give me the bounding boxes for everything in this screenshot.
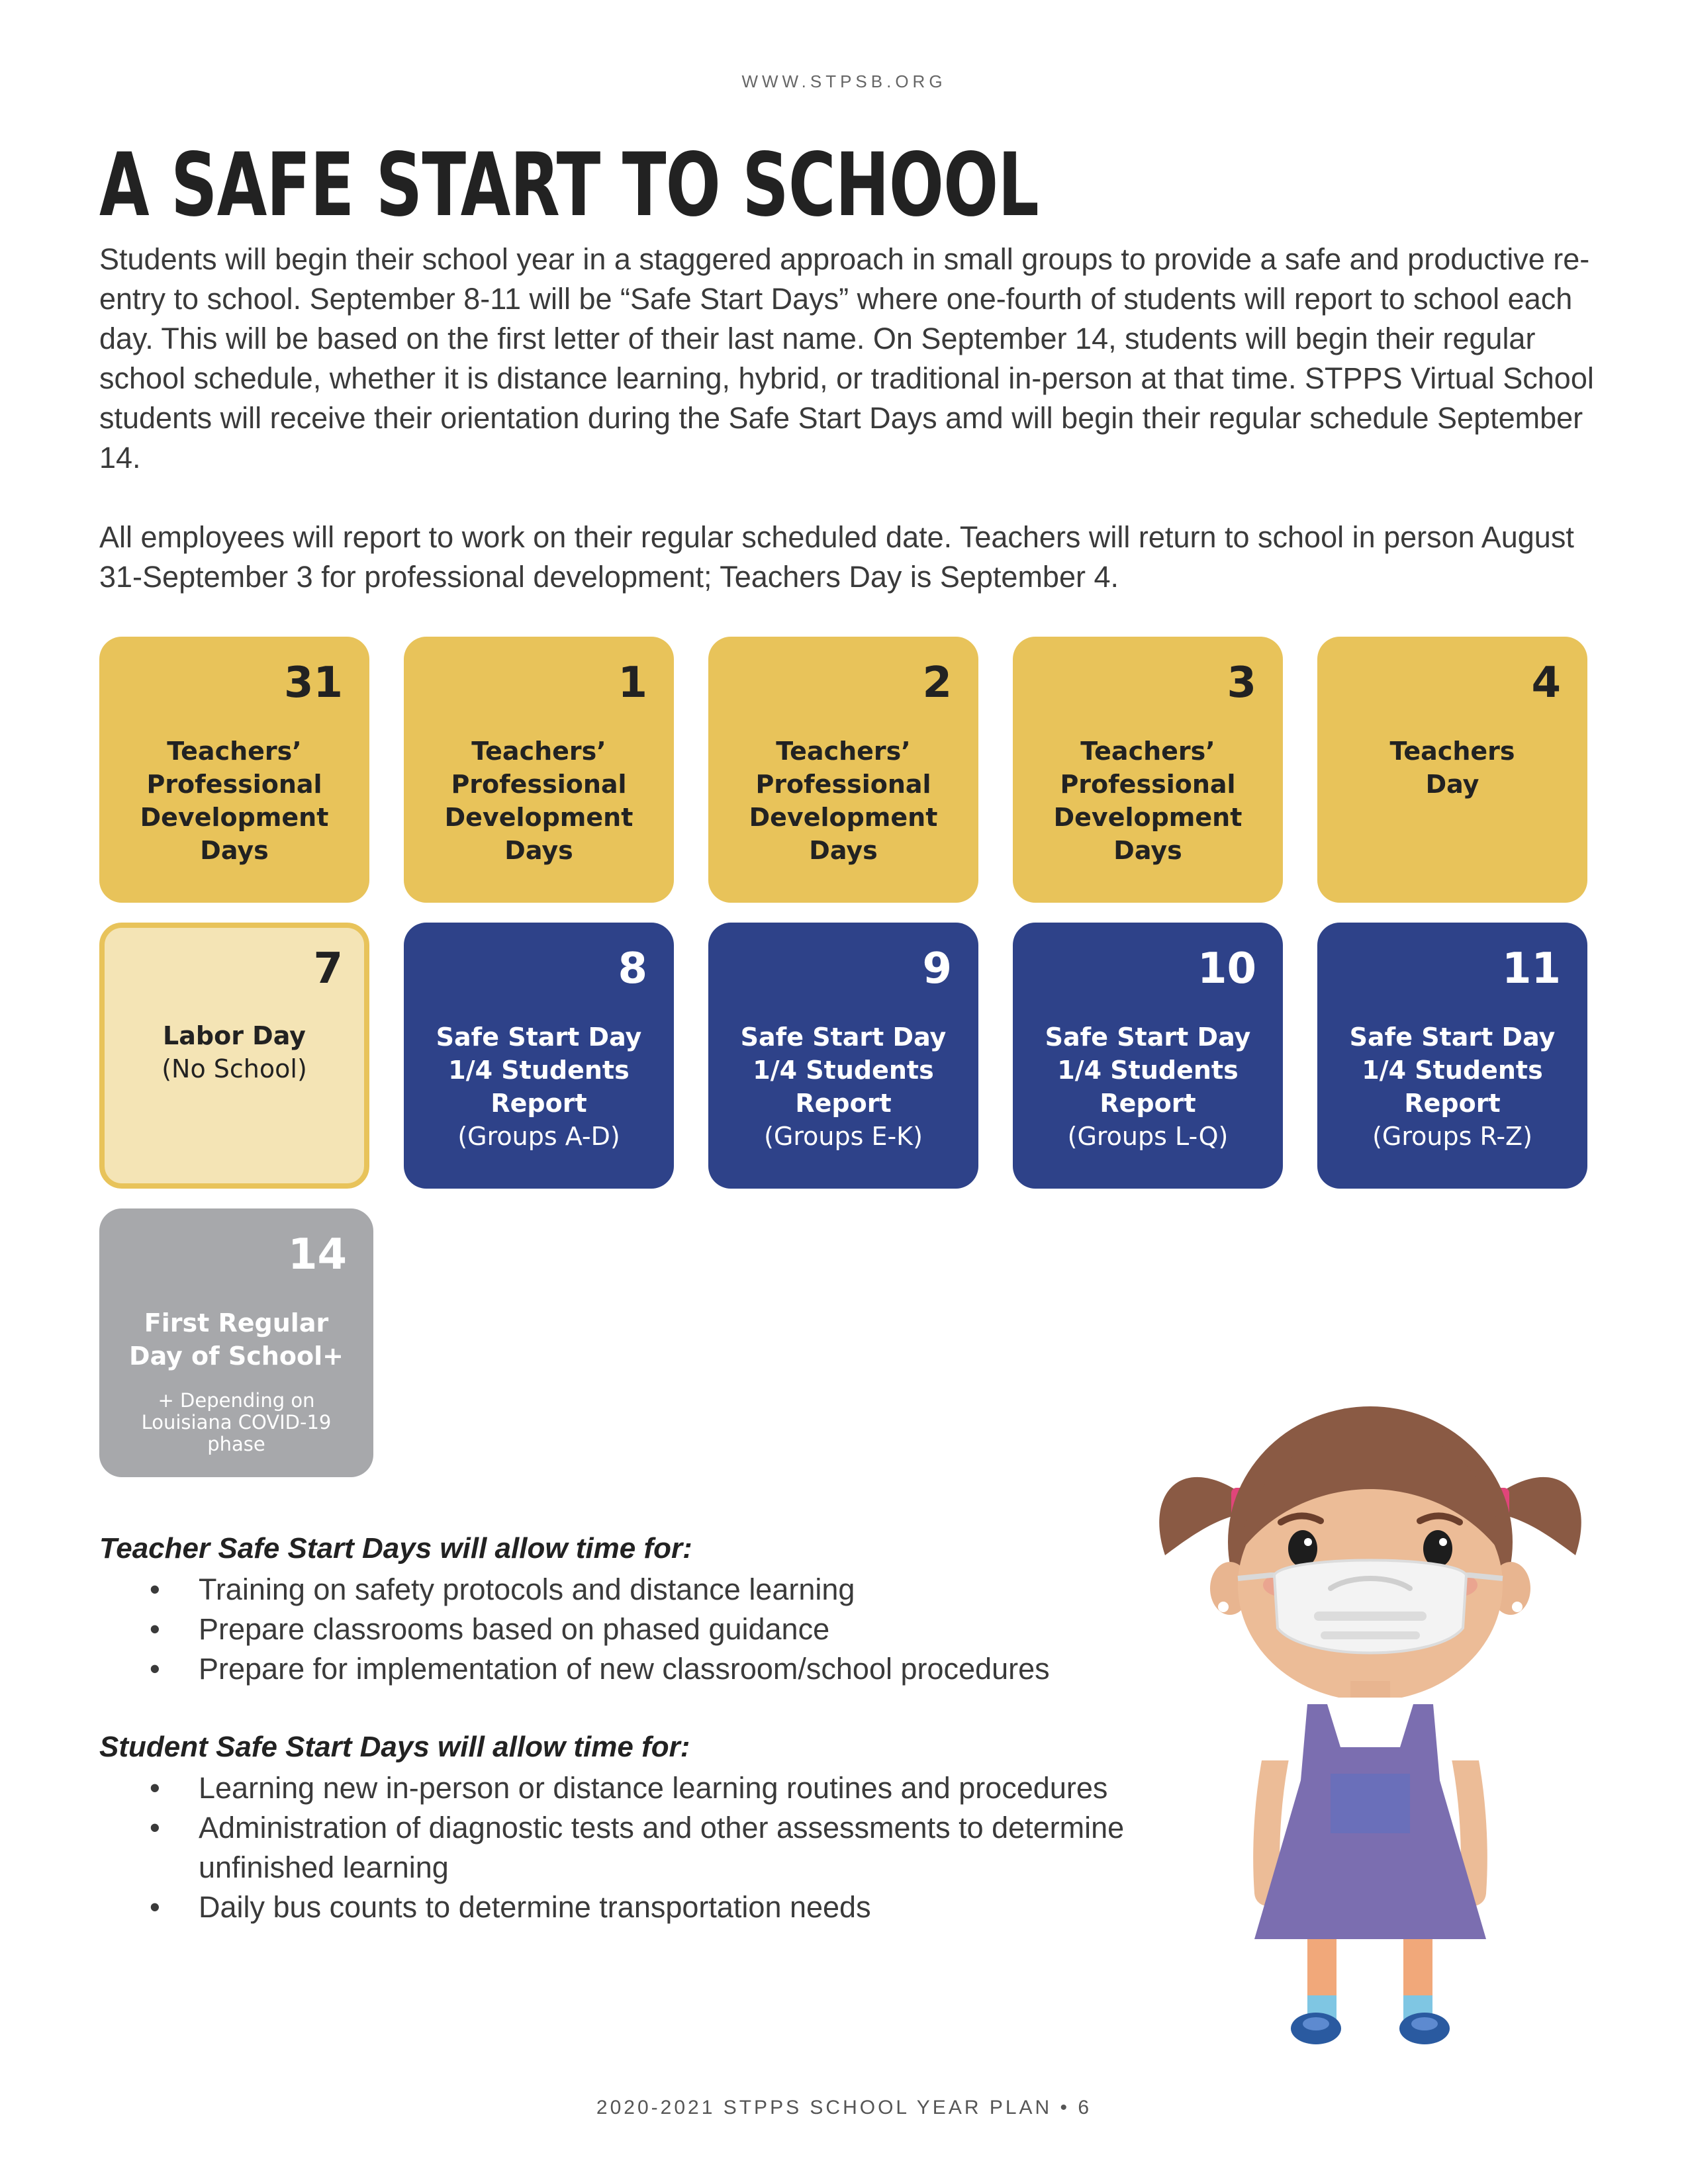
intro-paragraph-2: All employees will report to work on their regular scheduled date. Teachers will return to school in person August 31-September 3 for professional development; Teachers Day is September 4. <box>99 520 1574 594</box>
day-subtitle: (Groups E-K) <box>764 1122 923 1151</box>
list-item <box>99 1610 1158 1649</box>
bullet-icon: • <box>150 1652 160 1686</box>
calendar-day-11 <box>1317 923 1587 1189</box>
calendar-day-4 <box>1317 637 1587 903</box>
day-number: 2 <box>922 659 952 707</box>
day-title: Safe Start Day <box>1045 1023 1251 1052</box>
day-title: Safe Start Day <box>740 1023 947 1052</box>
teacher-section-heading: Teacher Safe Start Days will allow time for: <box>99 1532 692 1565</box>
calendar-day-9 <box>708 923 978 1189</box>
day-title: Safe Start Day <box>1349 1023 1556 1052</box>
day-note: + Depending on Louisiana COVID-19 phase <box>141 1389 332 1455</box>
calendar-day-1 <box>404 637 674 903</box>
day-subtitle: (No School) <box>162 1054 307 1083</box>
day-detail: 1/4 Students Report <box>753 1056 934 1118</box>
list-item <box>99 1808 1185 1888</box>
day-title: First Regular Day of School+ <box>129 1308 344 1371</box>
list-item-text: Prepare for implementation of new classroom/school procedures <box>199 1652 1050 1686</box>
day-title: Teachers’ Professional Development Days <box>749 737 938 865</box>
list-item-text: Training on safety protocols and distance learning <box>199 1572 855 1606</box>
day-detail: 1/4 Students Report <box>1057 1056 1239 1118</box>
day-subtitle: (Groups L-Q) <box>1067 1122 1229 1151</box>
list-item <box>99 1888 1185 1927</box>
day-detail: 1/4 Students Report <box>1362 1056 1543 1118</box>
calendar-day-3 <box>1013 637 1283 903</box>
day-title: Labor Day <box>163 1021 306 1050</box>
day-number: 3 <box>1227 659 1256 707</box>
day-detail: 1/4 Students Report <box>448 1056 630 1118</box>
day-number: 11 <box>1501 944 1561 993</box>
intro-paragraph-1: Students will begin their school year in a staggered approach in small groups to provide a safe and productive re-entry to school. September 8-11 will be “Safe Start Days” where one-fourth of students will report to school each day. This will be based on the first letter of their last name. On September 14, students will begin their regular school schedule, whether it is distance learning, hybrid, or traditional in-person at that time. STPPS Virtual School students will receive their orientation during the Safe Start Days amd will begin their regular schedule September 14. <box>99 242 1594 475</box>
bullet-icon: • <box>150 1811 160 1844</box>
student-bullet-list <box>99 1768 1185 1927</box>
day-number: 8 <box>618 944 647 993</box>
list-item-text: Learning new in-person or distance learning routines and procedures <box>199 1771 1108 1805</box>
day-title: Teachers’ Professional Development Days <box>140 737 329 865</box>
bullet-icon: • <box>150 1572 160 1606</box>
day-number: 9 <box>922 944 952 993</box>
bullet-icon: • <box>150 1890 160 1924</box>
page-title: A SAFE START TO SCHOOL <box>99 134 1039 236</box>
list-item-text: Prepare classrooms based on phased guidance <box>199 1612 830 1646</box>
day-number: 31 <box>283 659 343 707</box>
day-title: Safe Start Day <box>436 1023 642 1052</box>
day-number: 1 <box>618 659 647 707</box>
footer-text: 2020-2021 STPPS SCHOOL YEAR PLAN • 6 <box>596 2097 1092 2118</box>
bullet-icon: • <box>150 1771 160 1805</box>
teacher-bullet-list <box>99 1570 1158 1689</box>
student-section-heading: Student Safe Start Days will allow time for: <box>99 1731 690 1763</box>
list-item <box>99 1768 1185 1808</box>
calendar-day-10 <box>1013 923 1283 1189</box>
calendar-day-7 <box>99 923 369 1189</box>
calendar-day-31 <box>99 637 369 903</box>
day-number: 4 <box>1531 659 1561 707</box>
calendar-day-14 <box>99 1208 373 1477</box>
day-subtitle: (Groups A-D) <box>457 1122 620 1151</box>
day-title: Teachers’ Professional Development Days <box>444 737 633 865</box>
masked-girl-illustration <box>1139 1357 1602 2052</box>
calendar-day-2 <box>708 637 978 903</box>
list-item <box>99 1570 1158 1610</box>
list-item-text: Administration of diagnostic tests and other assessments to determine unfinished learning <box>199 1811 1125 1884</box>
day-title: Teachers’ Professional Development Days <box>1053 737 1243 865</box>
day-title: Teachers Day <box>1389 737 1515 799</box>
day-number: 7 <box>313 944 343 993</box>
site-url[interactable]: WWW.STPSB.ORG <box>741 71 947 91</box>
calendar-day-8 <box>404 923 674 1189</box>
day-subtitle: (Groups R-Z) <box>1372 1122 1532 1151</box>
day-number: 14 <box>287 1230 347 1279</box>
bullet-icon: • <box>150 1612 160 1646</box>
list-item <box>99 1649 1158 1689</box>
list-item-text: Daily bus counts to determine transportation needs <box>199 1890 871 1924</box>
day-number: 10 <box>1197 944 1256 993</box>
